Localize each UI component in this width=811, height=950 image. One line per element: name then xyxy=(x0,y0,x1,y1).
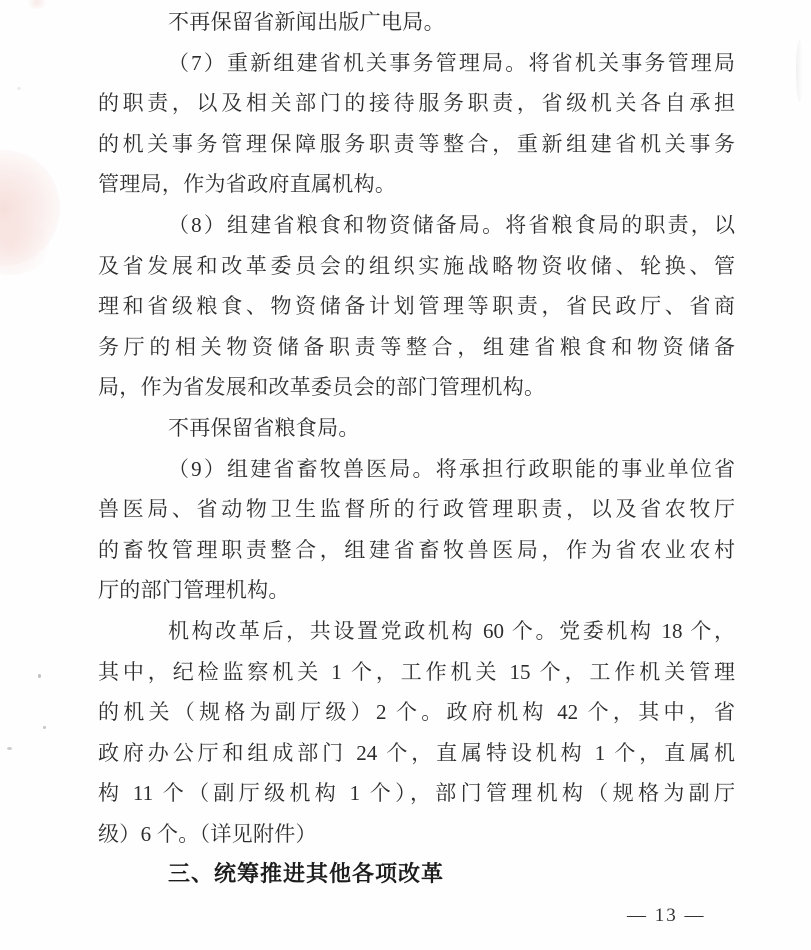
text-line: 理和省级粮食、物资储备计划管理等职责，省民政厅、省商 xyxy=(98,294,735,319)
text-line: 构 11 个（副厅级机构 1 个），部门管理机构（规格为副厅 xyxy=(98,781,735,806)
text-line: 厅的部门管理机构。 xyxy=(98,578,290,603)
scan-speck xyxy=(38,674,41,678)
text-line: 及省发展和改革委员会的组织实施战略物资收储、轮换、管 xyxy=(98,253,735,278)
text-line: （8）组建省粮食和物资储备局。将省粮食局的职责，以 xyxy=(168,212,735,237)
document-body xyxy=(98,2,735,895)
stamp-bleed-speck-top xyxy=(26,0,48,9)
text-line: （7）重新组建省机关事务管理局。将省机关事务管理局 xyxy=(168,50,735,75)
scan-speck xyxy=(7,747,12,750)
text-line: 政府办公厅和组成部门 24 个，直属特设机构 1 个，直属机 xyxy=(98,740,735,765)
text-line: 机构改革后，共设置党政机构 60 个。党委机构 18 个， xyxy=(168,618,735,643)
scan-speck xyxy=(17,87,21,90)
text-line: 其中，纪检监察机关 1 个，工作机关 15 个，工作机关管理 xyxy=(98,659,735,684)
text-line: 的机关（规格为副厅级）2 个。政府机构 42 个，其中，省 xyxy=(98,700,735,725)
text-line: 管理局，作为省政府直属机构。 xyxy=(98,172,397,197)
text-line: 兽医局、省动物卫生监督所的行政管理职责，以及省农牧厅 xyxy=(98,497,735,522)
text-line: 三、统筹推进其他各项改革 xyxy=(168,861,445,887)
text-line: 局，作为省发展和改革委员会的部门管理机构。 xyxy=(98,375,546,400)
text-line: 级）6 个。（详见附件） xyxy=(98,821,317,846)
text-line: 务厅的相关物资储备职责等整合，组建省粮食和物资储备 xyxy=(98,334,735,359)
scan-crease xyxy=(796,40,803,102)
text-line: 的畜牧管理职责整合，组建省畜牧兽医局，作为省农业农村 xyxy=(98,537,735,562)
text-line: 不再保留省新闻出版广电局。 xyxy=(168,10,445,34)
scan-speck xyxy=(43,726,46,729)
text-line: 的机关事务管理保障服务职责等整合，重新组建省机关事务 xyxy=(98,131,735,156)
text-line: 的职责，以及相关部门的接待服务职责，省级机关各自承担 xyxy=(98,91,735,116)
page-number: — 13 — xyxy=(627,905,706,926)
text-line: （9）组建省畜牧兽医局。将承担行政职能的事业单位省 xyxy=(168,456,735,481)
text-line: 不再保留省粮食局。 xyxy=(168,415,360,440)
